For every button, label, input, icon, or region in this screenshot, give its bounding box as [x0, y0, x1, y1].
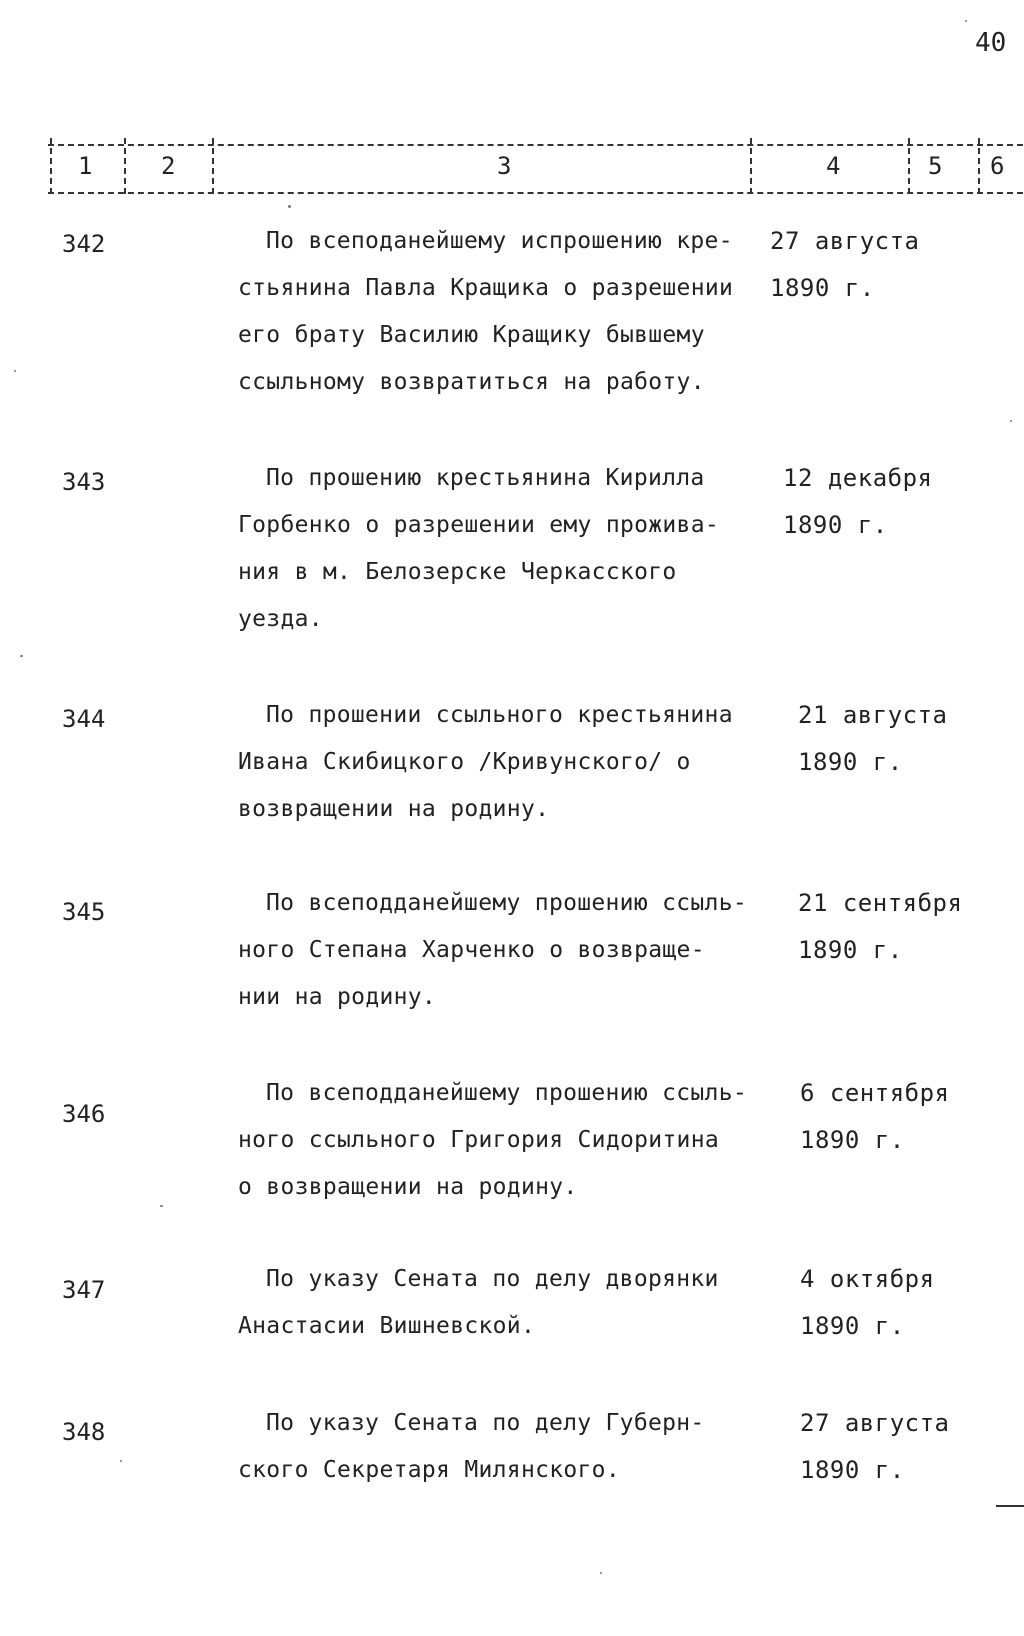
entry-number: 345 — [62, 898, 106, 926]
entry-number: 342 — [62, 230, 106, 258]
header-col-5: 5 — [928, 152, 943, 180]
scan-speck — [120, 1460, 122, 1462]
scan-speck — [20, 655, 23, 657]
entry-description: По указу Сената по делу Губерн- ского Секретаря Милянского. — [238, 1410, 705, 1483]
scan-speck — [965, 20, 967, 22]
header-col-4: 4 — [826, 152, 841, 180]
header-top-rule — [48, 144, 1023, 146]
entry-description: По всеподанейшему испрошению кре- стьянина Павла Кращика о разрешении его брату Василию Кращику бывшему ссыльному возвратиться на работу. — [238, 228, 734, 395]
page-number: 40 — [975, 28, 1007, 58]
entry-date: 21 августа 1890 г. — [798, 701, 948, 776]
header-bottom-rule — [48, 192, 1023, 194]
entry-description: По прошении ссыльного крестьянина Ивана Скибицкого /Кривунского/ о возвращении на родину. — [238, 702, 733, 822]
entry-date: 27 августа 1890 г. — [770, 227, 920, 302]
scan-speck — [14, 370, 16, 372]
entry-description: По указу Сената по делу дворянки Анастасии Вишневской. — [238, 1266, 719, 1339]
header-col-3: 3 — [497, 152, 512, 180]
header-col-1: 1 — [78, 152, 93, 180]
scan-speck — [288, 205, 291, 208]
entry-number: 348 — [62, 1418, 106, 1446]
entry-number: 343 — [62, 468, 106, 496]
header-separator — [50, 138, 52, 194]
header-separator — [124, 138, 126, 194]
scan-speck — [600, 1572, 602, 1574]
header-col-2: 2 — [161, 152, 176, 180]
header-separator — [978, 138, 980, 194]
entry-description: По всеподданейшему прошению ссыль- ного Степана Харченко о возвраще- нии на родину. — [238, 890, 748, 1010]
entry-number: 344 — [62, 705, 106, 733]
entry-description: По всеподданейшему прошению ссыль- ного ссыльного Григория Сидоритина о возвращении на родину. — [238, 1080, 748, 1200]
entry-description: По прошению крестьянина Кирилла Горбенко о разрешении ему проживa- ния в м. Белозерске Черкасского уезда. — [238, 465, 720, 632]
scan-speck — [1010, 420, 1012, 422]
entry-date: 12 декабря 1890 г. — [783, 464, 933, 539]
entry-date: 21 сентября 1890 г. — [798, 889, 963, 964]
entry-number: 347 — [62, 1276, 106, 1304]
entry-number: 346 — [62, 1100, 106, 1128]
entry-date: 27 августа 1890 г. — [800, 1409, 950, 1484]
header-separator — [908, 138, 910, 194]
scan-speck — [160, 1205, 163, 1207]
header-separator — [212, 138, 214, 194]
entry-date: 4 октября 1890 г. — [800, 1265, 935, 1340]
header-separator — [750, 138, 752, 194]
header-col-6: 6 — [990, 152, 1005, 180]
entry-date: 6 сентября 1890 г. — [800, 1079, 950, 1154]
edge-mark — [996, 1505, 1024, 1507]
